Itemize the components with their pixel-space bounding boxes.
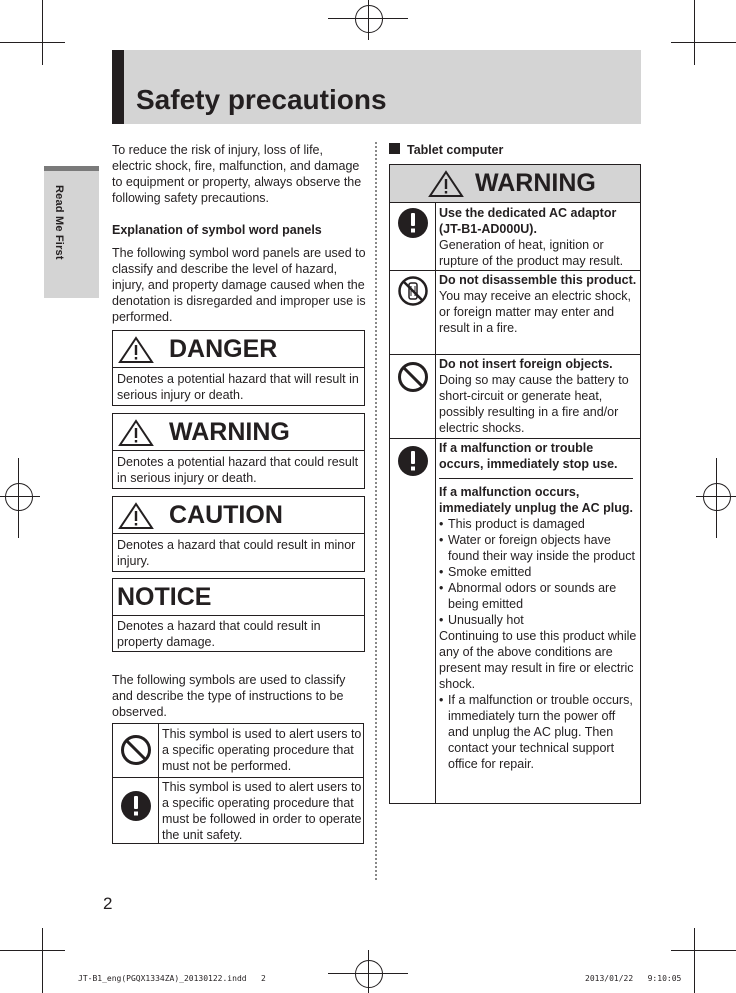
crop-mark xyxy=(42,0,43,65)
caution-label: CAUTION xyxy=(169,501,283,529)
crop-mark xyxy=(0,42,65,43)
list-item: • If a malfunction or trouble occurs, immediately turn the power off and unplug the AC plug. Then contact your technical support office for repair. xyxy=(439,693,633,771)
warning-4-subtitle: If a malfunction occurs, immediately unplug the AC plug. xyxy=(439,485,633,515)
explanation-heading: Explanation of symbol word panels xyxy=(112,223,322,237)
do-not-disassemble-icon xyxy=(397,275,429,307)
page-title: Safety precautions xyxy=(136,84,387,115)
warning-triangle-icon xyxy=(428,170,464,198)
caution-panel xyxy=(112,496,365,572)
notice-label: NOTICE xyxy=(117,583,212,611)
mandatory-symbol-text: This symbol is used to alert users to a specific operating procedure that must be followed in order to operate the unit safety. xyxy=(162,780,362,842)
prohibited-icon xyxy=(120,734,152,766)
column-divider xyxy=(375,142,377,880)
prohibited-icon xyxy=(397,361,429,393)
crop-mark xyxy=(0,950,65,951)
danger-text: Denotes a potential hazard that will result in serious injury or death. xyxy=(117,372,359,402)
crop-mark xyxy=(694,928,695,993)
crop-mark xyxy=(716,458,717,538)
list-item: • This product is damaged xyxy=(439,517,585,531)
footer-file: JT-B1_eng(PGQX1334ZA)_20130122.indd 2 xyxy=(78,974,266,983)
list-item: • Smoke emitted xyxy=(439,565,532,579)
list-item: • Unusually hot xyxy=(439,613,524,627)
registration-mark xyxy=(355,960,383,988)
section-heading: Tablet computer xyxy=(407,143,504,157)
danger-label: DANGER xyxy=(169,335,278,363)
notice-panel xyxy=(112,578,365,652)
crop-mark xyxy=(42,928,43,993)
warning-triangle-icon xyxy=(118,502,154,530)
warning-2-text: You may receive an electric shock, or foreign matter may enter and result in a fire. xyxy=(439,289,631,335)
warning-3-title: Do not insert foreign objects. xyxy=(439,357,613,371)
list-item: • Water or foreign objects have found their way inside the product xyxy=(439,533,635,563)
registration-mark xyxy=(703,483,731,511)
crop-mark xyxy=(368,0,369,40)
explanation-text: The following symbol word panels are used to classify and describe the level of hazard, injury, and property damage caused when the denotation is disregarded and improper use is performed. xyxy=(112,246,366,324)
caution-text: Denotes a hazard that could result in minor injury. xyxy=(117,538,356,568)
side-tab-bar xyxy=(44,166,99,171)
crop-mark xyxy=(671,42,736,43)
warning-triangle-icon xyxy=(118,419,154,447)
symbols-intro: The following symbols are used to classify and describe the type of instructions to be observed. xyxy=(112,673,346,719)
warning-4-title: If a malfunction or trouble occurs, immediately stop use. xyxy=(439,440,633,479)
warning-4-text: Continuing to use this product while any of the above conditions are present may result in fire or electric shock. xyxy=(439,629,637,691)
warning-table xyxy=(389,164,641,804)
side-tab-label: Read Me First xyxy=(53,185,65,260)
page-number: 2 xyxy=(103,894,113,913)
crop-mark xyxy=(694,0,695,65)
notice-text: Denotes a hazard that could result in property damage. xyxy=(117,619,321,649)
warning-3-text: Doing so may cause the battery to short-circuit or generate heat, possibly resulting in a fire and/or electric shocks. xyxy=(439,373,629,435)
title-accent xyxy=(112,50,124,124)
warning-triangle-icon xyxy=(118,336,154,364)
symbols-table xyxy=(112,723,364,844)
warning-panel xyxy=(112,413,365,489)
registration-mark xyxy=(5,483,33,511)
warning-1-text: Generation of heat, ignition or rupture of the product may result. xyxy=(439,238,624,268)
warning-header xyxy=(390,165,640,203)
warning-header-label: WARNING xyxy=(475,169,596,197)
danger-panel xyxy=(112,330,365,406)
crop-mark xyxy=(368,950,369,993)
mandatory-icon xyxy=(120,790,152,822)
registration-mark xyxy=(355,5,383,33)
crop-mark xyxy=(18,458,19,538)
warning-label: WARNING xyxy=(169,418,290,446)
section-square xyxy=(389,143,400,154)
prohibited-symbol-text: This symbol is used to alert users to a specific operating procedure that must not be performed. xyxy=(162,727,362,773)
crop-mark xyxy=(0,496,40,497)
warning-1-title: Use the dedicated AC adaptor (JT-B1-AD000U). xyxy=(439,206,617,236)
list-item: • Abnormal odors or sounds are being emitted xyxy=(439,581,617,611)
warning-2-title: Do not disassemble this product. xyxy=(439,273,637,287)
footer-date: 2013/01/22 9:10:05 xyxy=(585,974,682,983)
crop-mark xyxy=(671,950,736,951)
mandatory-icon xyxy=(397,445,429,477)
intro-text: To reduce the risk of injury, loss of life, electric shock, fire, malfunction, and damage to equipment or property, always observe the following safety precautions. xyxy=(112,143,362,205)
warning-text: Denotes a potential hazard that could result in serious injury or death. xyxy=(117,455,359,485)
mandatory-icon xyxy=(397,207,429,239)
